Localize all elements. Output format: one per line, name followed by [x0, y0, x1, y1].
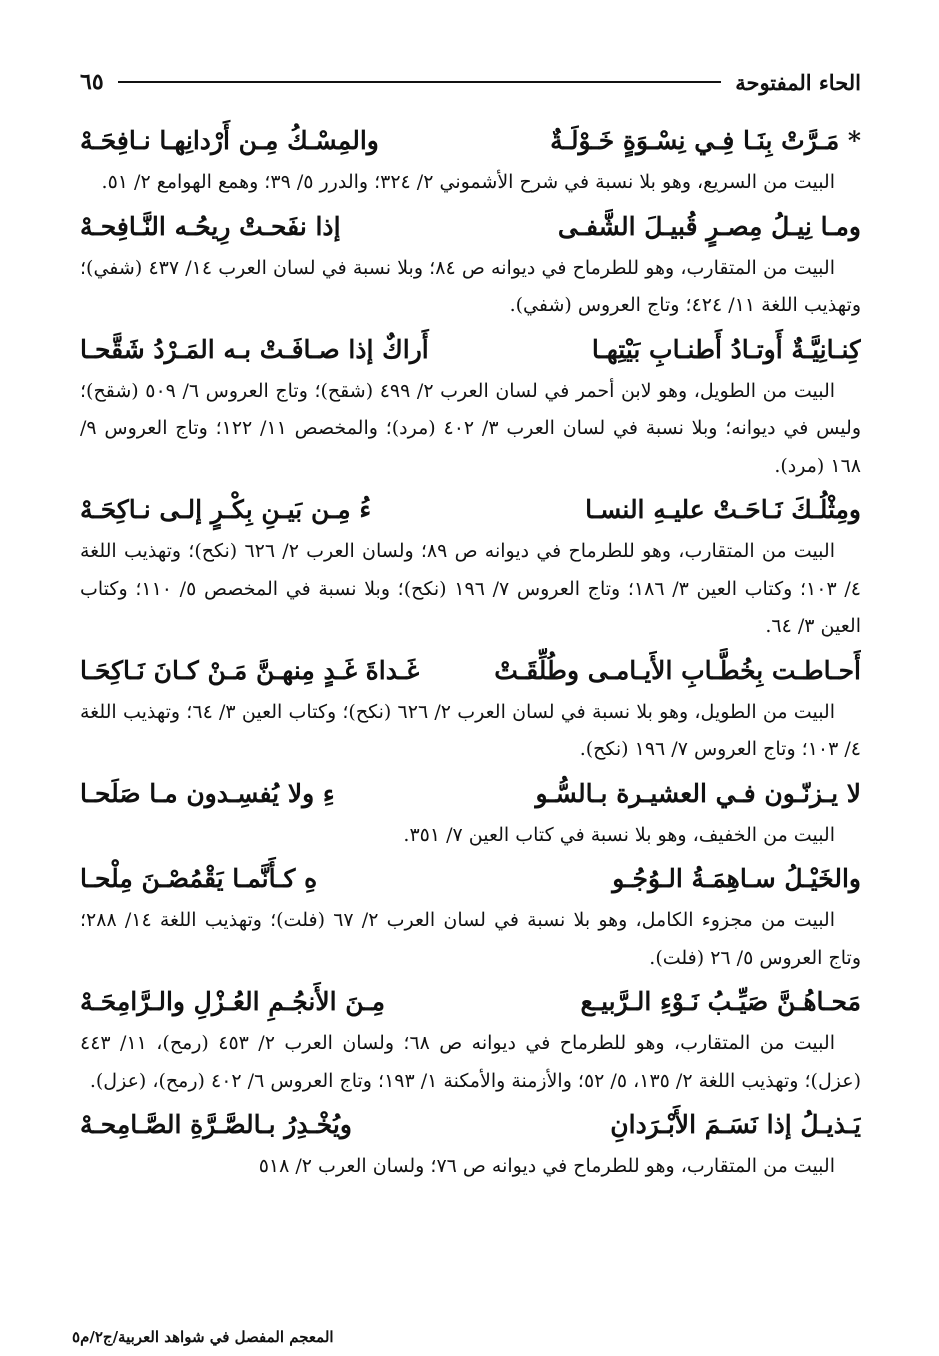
- entry: [80, 204, 861, 325]
- entry: [80, 1102, 861, 1186]
- verse-line: [80, 979, 861, 1025]
- verse-line: [80, 648, 861, 694]
- verse-first-hemistich: * مَـرَّتْ بِنَـا فِـي نِسْـوَةٍ خَـوْلَـةٌ: [550, 126, 861, 155]
- verse-line: [80, 327, 861, 373]
- verse-second-hemistich: أَراكٌ إذا صـافَـتْ بـه المَـرْدُ شَقَّحـا: [80, 334, 429, 364]
- verse-line: [80, 204, 861, 250]
- verse-second-hemistich: غَـداةَ غَـدٍ مِنهـنَّ مَـنْ كـانَ نَـاكِحَـا: [80, 655, 420, 685]
- entry: [80, 856, 861, 977]
- verse-commentary: البيت من السريع، وهو بلا نسبة في شرح الأشموني ٢/ ٣٢٤؛ والدرر ٥/ ٣٩؛ وهمع الهوامع ٢/ ٥١.: [101, 171, 835, 193]
- entry: [80, 327, 861, 486]
- verse-commentary: البيت من المتقارب، وهو للطرماح في ديوانه ص ٨٩؛ ولسان العرب ٢/ ٦٢٦ (نكح)؛ وتهذيب اللغة ٤/ ١٠٣؛ وكتاب العين ٣/ ١٨٦؛ وتاج العروس ٧/ ١٩٦ (نكح)؛ وبلا نسبة في المخصص ٥/ ١١٠؛ وكتاب العين ٣/ ٦٤.: [80, 540, 861, 637]
- verse-commentary: البيت من المتقارب، وهو للطرماح في ديوانه ص ٦٨؛ ولسان العرب ٢/ ٤٥٣ (رمح)، ١١/ ٤٤٣ (عزل)؛ وتهذيب اللغة ٢/ ١٣٥، ٥/ ٥٢؛ والأزمنة والأمكنة ١/ ١٩٣؛ وتاج العروس ٦/ ٤٠٢ (رمح)، (عزل).: [80, 1032, 861, 1092]
- header-rule: [118, 81, 722, 83]
- verse-second-hemistich: هِ كـأَنَّمـا يَقْمُصْـنَ مِلْحـا: [80, 864, 318, 893]
- verse-second-hemistich: والمِسْـكُ مِـن أَرْدانِهـا نـافِحَـهْ: [80, 126, 379, 155]
- verse-second-hemistich: مِـنَ الأَنجُـمِ العُـزْلِ والـرَّامِحَـهْ: [80, 987, 385, 1016]
- verse-first-hemistich: لا يـزنّـون فـي العشيـرة بـالسُّـو: [535, 778, 861, 808]
- page-header: [80, 62, 861, 102]
- verse-second-hemistich: إذا نفَحـتْ رِيحُـه النَّـافِحـهْ: [80, 211, 341, 241]
- verse-commentary: البيت من الطويل، وهو بلا نسبة في لسان العرب ٢/ ٦٢٦ (نكح)؛ وكتاب العين ٣/ ٦٤؛ وتهذيب اللغة ٤/ ١٠٣؛ وتاج العروس ٧/ ١٩٦ (نكح).: [80, 700, 861, 760]
- verse-line: [80, 1102, 861, 1148]
- entry: [80, 487, 861, 646]
- verse-commentary: البيت من مجزوء الكامل، وهو بلا نسبة في لسان العرب ٢/ ٦٧ (فلت)؛ وتهذيب اللغة ١٤/ ٢٨٨؛ وتاج العروس ٥/ ٢٦ (فلت).: [80, 909, 861, 969]
- chapter-title: الحاء المفتوحة: [735, 69, 861, 95]
- verse-commentary: البيت من الطويل، وهو لابن أحمر في لسان العرب ٢/ ٤٩٩ (شقح)؛ وتاج العروس ٦/ ٥٠٩ (شقح)؛ وليس في ديوانه؛ وبلا نسبة في لسان العرب ٣/ ٤٠٢ (مرد)؛ والمخصص ١١/ ١٢٢؛ وتاج العروس ٩/ ١٦٨ (مرد).: [80, 379, 862, 477]
- page-footer: المعجم المفصل في شواهد العربية/ج٢/م٥: [72, 1328, 334, 1346]
- verse-first-hemistich: يَـذيـلُ إذا نَسَـمَ الأَبْـرَدانِ: [610, 1110, 861, 1139]
- verse-line: [80, 118, 861, 164]
- verse-line: [80, 487, 861, 533]
- verse-first-hemistich: أَحـاطـت بِخُطَّـابِ الأَيـامـى وطُلِّقَـتْ: [494, 655, 861, 685]
- verse-commentary: البيت من المتقارب، وهو للطرماح في ديوانه ص ٧٦؛ ولسان العرب ٢/ ٥١٨: [258, 1155, 835, 1177]
- verse-commentary: البيت من الخفيف، وهو بلا نسبة في كتاب العين ٧/ ٣٥١.: [403, 823, 835, 846]
- verse-first-hemistich: مَحـاهُـنَّ صَيِّـبُ نَـوْءِ الـرَّبيـع: [580, 987, 861, 1016]
- verse-second-hemistich: ويُخْـدِرُ بـالصَّـرَّةِ الصَّـامِحـهْ: [80, 1110, 352, 1139]
- verse-second-hemistich: ءُ مِـن بَيـنِ بِكْـرٍ إلـى نـاكِحَـهْ: [80, 495, 372, 524]
- verse-commentary: البيت من المتقارب، وهو للطرماح في ديوانه ص ٨٤؛ وبلا نسبة في لسان العرب ١٤/ ٤٣٧ (شفي)؛ وتهذيب اللغة ١١/ ٤٢٤؛ وتاج العروس (شفي).: [80, 256, 861, 316]
- entry: [80, 771, 861, 855]
- verse-line: [80, 856, 861, 902]
- entry: [80, 648, 861, 769]
- verse-line: [80, 771, 861, 817]
- verse-first-hemistich: والخَيْـلُ سـاهِمَـةُ الـوُجُـو: [612, 864, 861, 893]
- verse-second-hemistich: ءِ ولا يُفسِـدون مـا صَلَحـا: [80, 778, 335, 808]
- page-number: ٦٥: [80, 69, 104, 95]
- verse-first-hemistich: ومِثْلُـكَ نَـاحَـتْ عليـهِ النسـا: [585, 495, 861, 524]
- entry: [80, 979, 861, 1100]
- page-body: [80, 118, 861, 1188]
- verse-first-hemistich: ومـا نِيـلُ مِصـرٍ قُبيـلَ الشَّفـى: [557, 211, 861, 241]
- entry: [80, 118, 861, 202]
- verse-first-hemistich: كِنـانِيَّـةٌ أَوتـادُ أَطنـابِ بَيْتِهـا: [591, 334, 861, 364]
